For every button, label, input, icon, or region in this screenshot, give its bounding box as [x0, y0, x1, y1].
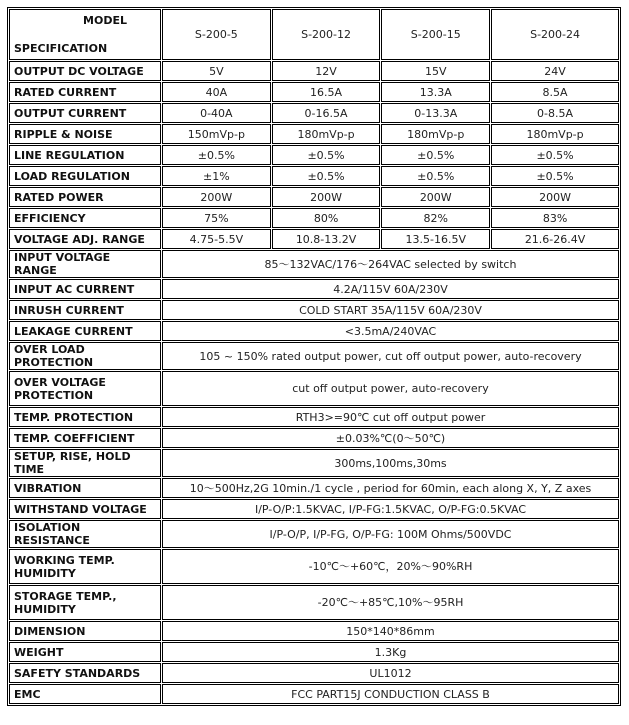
spec-value: I/P-O/P, I/P-FG, O/P-FG: 100M Ohms/500VDC — [162, 520, 619, 548]
spec-table — [7, 7, 621, 706]
spec-value: 4.75-5.5V — [162, 229, 271, 249]
spec-row — [9, 208, 619, 228]
spec-row — [9, 520, 619, 548]
spec-value: -20℃～+85℃,10%～95RH — [162, 585, 619, 620]
spec-value: 8.5A — [491, 82, 619, 102]
spec-row — [9, 478, 619, 498]
spec-row — [9, 145, 619, 165]
spec-value: 40A — [162, 82, 271, 102]
spec-label: ISOLATION RESISTANCE — [9, 520, 161, 548]
spec-value: 180mVp-p — [491, 124, 619, 144]
spec-row — [9, 82, 619, 102]
spec-value: ±0.5% — [381, 145, 490, 165]
spec-value: ±0.5% — [491, 166, 619, 186]
spec-row — [9, 342, 619, 370]
spec-value: 21.6-26.4V — [491, 229, 619, 249]
model-heading: MODEL — [83, 14, 127, 27]
spec-value: 0-40A — [162, 103, 271, 123]
spec-label: EFFICIENCY — [9, 208, 161, 228]
spec-value: 4.2A/115V 60A/230V — [162, 279, 619, 299]
spec-label: RATED POWER — [9, 187, 161, 207]
spec-row — [9, 250, 619, 278]
model-column-header: S-200-15 — [381, 9, 490, 60]
spec-label: STORAGE TEMP., HUMIDITY — [9, 585, 161, 620]
spec-value: 16.5A — [272, 82, 381, 102]
spec-row — [9, 300, 619, 320]
spec-value: 105 ~ 150% rated output power, cut off output power, auto-recovery — [162, 342, 619, 370]
spec-label: WITHSTAND VOLTAGE — [9, 499, 161, 519]
spec-value: 10.8-13.2V — [272, 229, 381, 249]
spec-row — [9, 321, 619, 341]
spec-value: ±0.03%℃(0～50℃) — [162, 428, 619, 448]
header-row — [9, 9, 619, 60]
spec-value: 12V — [272, 61, 381, 81]
spec-label: OUTPUT CURRENT — [9, 103, 161, 123]
spec-value: 80% — [272, 208, 381, 228]
spec-value: -10℃～+60℃，20%～90%RH — [162, 549, 619, 584]
spec-value: UL1012 — [162, 663, 619, 683]
spec-value: ±0.5% — [272, 145, 381, 165]
spec-label: SAFETY STANDARDS — [9, 663, 161, 683]
spec-row — [9, 621, 619, 641]
spec-value: 0-8.5A — [491, 103, 619, 123]
spec-label: LEAKAGE CURRENT — [9, 321, 161, 341]
spec-row — [9, 428, 619, 448]
spec-value: RTH3>=90℃ cut off output power — [162, 407, 619, 427]
spec-label: INRUSH CURRENT — [9, 300, 161, 320]
spec-value: cut off output power, auto-recovery — [162, 371, 619, 406]
spec-label: OUTPUT DC VOLTAGE — [9, 61, 161, 81]
spec-row — [9, 663, 619, 683]
spec-value: 0-16.5A — [272, 103, 381, 123]
spec-label: RIPPLE & NOISE — [9, 124, 161, 144]
spec-value: ±0.5% — [491, 145, 619, 165]
spec-value: 5V — [162, 61, 271, 81]
model-column-header: S-200-24 — [491, 9, 619, 60]
spec-label: INPUT VOLTAGE RANGE — [9, 250, 161, 278]
specification-heading: SPECIFICATION — [14, 42, 108, 55]
spec-value: 180mVp-p — [381, 124, 490, 144]
spec-label: TEMP. PROTECTION — [9, 407, 161, 427]
spec-label: TEMP. COEFFICIENT — [9, 428, 161, 448]
spec-value: ±0.5% — [381, 166, 490, 186]
spec-label: WORKING TEMP. HUMIDITY — [9, 549, 161, 584]
spec-value: 13.5-16.5V — [381, 229, 490, 249]
spec-value: 10～500Hz,2G 10min./1 cycle , period for 60min, each along X, Y, Z axes — [162, 478, 619, 498]
spec-value: COLD START 35A/115V 60A/230V — [162, 300, 619, 320]
spec-label: VIBRATION — [9, 478, 161, 498]
spec-value: FCC PART15J CONDUCTION CLASS B — [162, 684, 619, 704]
spec-row — [9, 499, 619, 519]
spec-label: LINE REGULATION — [9, 145, 161, 165]
spec-value: 85～132VAC/176～264VAC selected by switch — [162, 250, 619, 278]
spec-value: 75% — [162, 208, 271, 228]
model-column-header: S-200-5 — [162, 9, 271, 60]
spec-row — [9, 229, 619, 249]
model-column-header: S-200-12 — [272, 9, 381, 60]
spec-value: I/P-O/P:1.5KVAC, I/P-FG:1.5KVAC, O/P-FG:0.5KVAC — [162, 499, 619, 519]
spec-row — [9, 549, 619, 584]
spec-table-body — [9, 9, 619, 704]
spec-label: LOAD REGULATION — [9, 166, 161, 186]
spec-value: 83% — [491, 208, 619, 228]
spec-value: 13.3A — [381, 82, 490, 102]
spec-value: 200W — [162, 187, 271, 207]
spec-value: ±0.5% — [162, 145, 271, 165]
spec-label: WEIGHT — [9, 642, 161, 662]
spec-value: <3.5mA/240VAC — [162, 321, 619, 341]
spec-row — [9, 279, 619, 299]
spec-value: 150*140*86mm — [162, 621, 619, 641]
spec-value: 24V — [491, 61, 619, 81]
spec-label: RATED CURRENT — [9, 82, 161, 102]
spec-value: 200W — [381, 187, 490, 207]
spec-row — [9, 187, 619, 207]
spec-label: INPUT AC CURRENT — [9, 279, 161, 299]
spec-value: 1.3Kg — [162, 642, 619, 662]
spec-row — [9, 124, 619, 144]
spec-row — [9, 371, 619, 406]
spec-value: ±1% — [162, 166, 271, 186]
header-corner-cell — [9, 9, 161, 60]
spec-label: DIMENSION — [9, 621, 161, 641]
spec-value: 200W — [491, 187, 619, 207]
spec-row — [9, 684, 619, 704]
spec-value: 15V — [381, 61, 490, 81]
spec-label: OVER LOAD PROTECTION — [9, 342, 161, 370]
spec-row — [9, 61, 619, 81]
spec-row — [9, 166, 619, 186]
spec-row — [9, 642, 619, 662]
spec-value: 0-13.3A — [381, 103, 490, 123]
spec-row — [9, 103, 619, 123]
spec-label: SETUP, RISE, HOLD TIME — [9, 449, 161, 477]
spec-value: 150mVp-p — [162, 124, 271, 144]
spec-row — [9, 407, 619, 427]
spec-label: EMC — [9, 684, 161, 704]
spec-value: 180mVp-p — [272, 124, 381, 144]
spec-value: 82% — [381, 208, 490, 228]
spec-label: VOLTAGE ADJ. RANGE — [9, 229, 161, 249]
spec-row — [9, 449, 619, 477]
spec-label: OVER VOLTAGE PROTECTION — [9, 371, 161, 406]
spec-value: 300ms,100ms,30ms — [162, 449, 619, 477]
spec-row — [9, 585, 619, 620]
spec-value: ±0.5% — [272, 166, 381, 186]
spec-value: 200W — [272, 187, 381, 207]
